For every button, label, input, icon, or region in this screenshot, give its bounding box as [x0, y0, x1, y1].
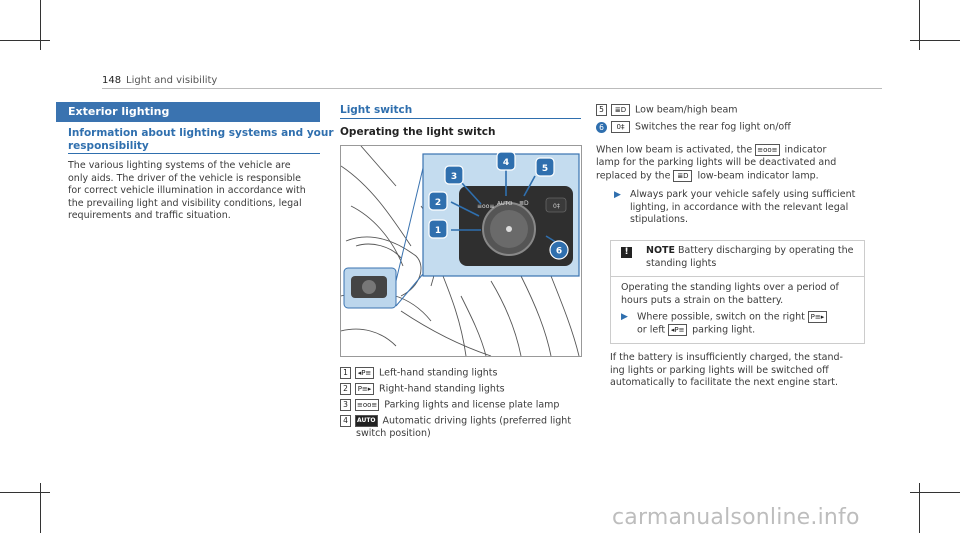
- heading-rule: [68, 153, 320, 154]
- info-heading-line: Information about lighting systems and your: [68, 127, 334, 139]
- legend-item-1: [340, 367, 497, 380]
- parking-light-icon: ≡oo≡: [357, 401, 378, 409]
- rear-fog-light-icon: 0‡: [611, 121, 630, 133]
- section-rule: [340, 118, 581, 119]
- light-switch-section-title: Light switch: [340, 104, 413, 116]
- legend-item-3: [340, 399, 559, 412]
- section-banner-title: Exterior lighting: [68, 105, 170, 118]
- right-standing-light-icon: P≡▸: [355, 383, 374, 395]
- legend-item-6: [596, 121, 791, 134]
- crop-mark: [0, 492, 50, 493]
- legend-text: Switches the rear fog light on/off: [635, 121, 791, 133]
- text-line: lighting, in accordance with the relevant legal: [630, 201, 849, 213]
- text-line: automatically to facilitate the next engine start.: [610, 377, 839, 388]
- watermark: carmanualsonline.info: [612, 505, 860, 530]
- note-bullet: Where possible, switch on the right P≡▸ or left ◂P≡ parking light.: [637, 311, 832, 337]
- text-line: Operating the standing lights over a period of: [621, 282, 839, 293]
- legend-text: Left-hand standing lights: [379, 367, 498, 379]
- callout-number: 2: [434, 198, 442, 208]
- legend-number: 1: [340, 367, 351, 379]
- legend-number: 6: [596, 122, 607, 133]
- svg-text:≡oo≡: ≡oo≡: [477, 203, 495, 210]
- operating-subheading: Operating the light switch: [340, 126, 496, 138]
- note-label: NOTE: [646, 245, 675, 256]
- legend-text: Low beam/high beam: [635, 104, 738, 116]
- crop-mark: [40, 0, 41, 50]
- legend-number: 4: [340, 415, 351, 427]
- legend-text-continued: switch position): [356, 428, 431, 439]
- note-header: [611, 241, 864, 276]
- crop-mark: [910, 492, 960, 493]
- svg-text:0‡: 0‡: [553, 203, 560, 210]
- legend-text: Right-hand standing lights: [379, 383, 505, 395]
- light-switch-illustration: [341, 146, 581, 356]
- legend-text: Automatic driving lights (preferred light: [382, 415, 572, 427]
- text-line: The various lighting systems of the vehicle are: [68, 160, 291, 171]
- text-line: the prevailing light and visibility conditions, legal: [68, 197, 302, 209]
- crop-mark: [0, 40, 50, 41]
- right-standing-light-icon: P≡▸: [808, 311, 827, 323]
- low-beam-icon: ≣D: [611, 104, 630, 116]
- crop-mark: [910, 40, 960, 41]
- info-heading-line: responsibility: [68, 140, 149, 152]
- callout-number: 6: [555, 246, 563, 257]
- callout-number: 4: [502, 158, 510, 168]
- text-line: requirements and traffic situation.: [68, 210, 231, 221]
- note-title: NOTE Battery discharging by operating the standing lights: [646, 245, 854, 269]
- header-rule: [102, 88, 882, 89]
- light-switch-figure: [340, 145, 582, 357]
- text-line: ing lights or parking lights will be switched off: [610, 364, 829, 376]
- callout-number: 1: [434, 226, 442, 236]
- callout-number: 5: [541, 164, 549, 174]
- warning-icon: !: [621, 247, 632, 258]
- bullet-arrow-icon: ▶: [614, 190, 621, 200]
- crop-mark: [40, 483, 41, 533]
- bullet-arrow-icon: ▶: [621, 312, 628, 322]
- legend-text: Parking lights and license plate lamp: [384, 399, 560, 411]
- left-standing-light-icon: ◂P≡: [668, 324, 687, 336]
- page-number: 148: [102, 75, 122, 86]
- auto-position-label: AUTO: [497, 201, 513, 207]
- running-header: Light and visibility: [126, 75, 218, 86]
- text-line: lamp for the parking lights will be deactivated and: [596, 157, 837, 168]
- text-line: When low beam is activated, the ≡oo≡ indicator: [596, 144, 827, 156]
- left-standing-light-icon: ◂P≡: [355, 367, 374, 379]
- note-box: [610, 240, 865, 344]
- note-divider: [611, 276, 864, 277]
- legend-item-2: [340, 383, 505, 396]
- legend-number: 3: [340, 399, 351, 411]
- text-line: only aids. The driver of the vehicle is responsible: [68, 172, 301, 184]
- parking-bullet: [630, 189, 855, 227]
- responsibility-paragraph: [68, 160, 306, 223]
- note-body: [621, 282, 839, 307]
- low-beam-paragraph: [596, 144, 836, 183]
- text-line: Always park your vehicle safely using sufficient: [630, 189, 856, 200]
- info-heading: [68, 127, 334, 153]
- text-line: hours puts a strain on the battery.: [621, 294, 784, 306]
- text-line: If the battery is insufficiently charged, the stand-: [610, 352, 843, 363]
- svg-text:≣D: ≣D: [519, 200, 529, 207]
- legend-number: 5: [596, 104, 607, 116]
- crop-mark: [919, 483, 920, 533]
- text-line: replaced by the ≣D low-beam indicator lamp.: [596, 170, 819, 181]
- legend-number: 2: [340, 383, 351, 395]
- low-beam-icon: ≣D: [673, 170, 692, 182]
- legend-item-4: [340, 415, 571, 441]
- crop-mark: [919, 0, 920, 50]
- text-line: for correct vehicle illumination in accordance with: [68, 185, 306, 196]
- battery-paragraph: [610, 352, 843, 390]
- text-line: stipulations.: [630, 214, 688, 225]
- callout-number: 3: [450, 172, 458, 182]
- auto-light-icon: AUTO: [355, 415, 378, 427]
- legend-item-5: [596, 104, 738, 117]
- parking-light-icon: ≡oo≡: [757, 146, 778, 154]
- section-banner: [56, 102, 320, 122]
